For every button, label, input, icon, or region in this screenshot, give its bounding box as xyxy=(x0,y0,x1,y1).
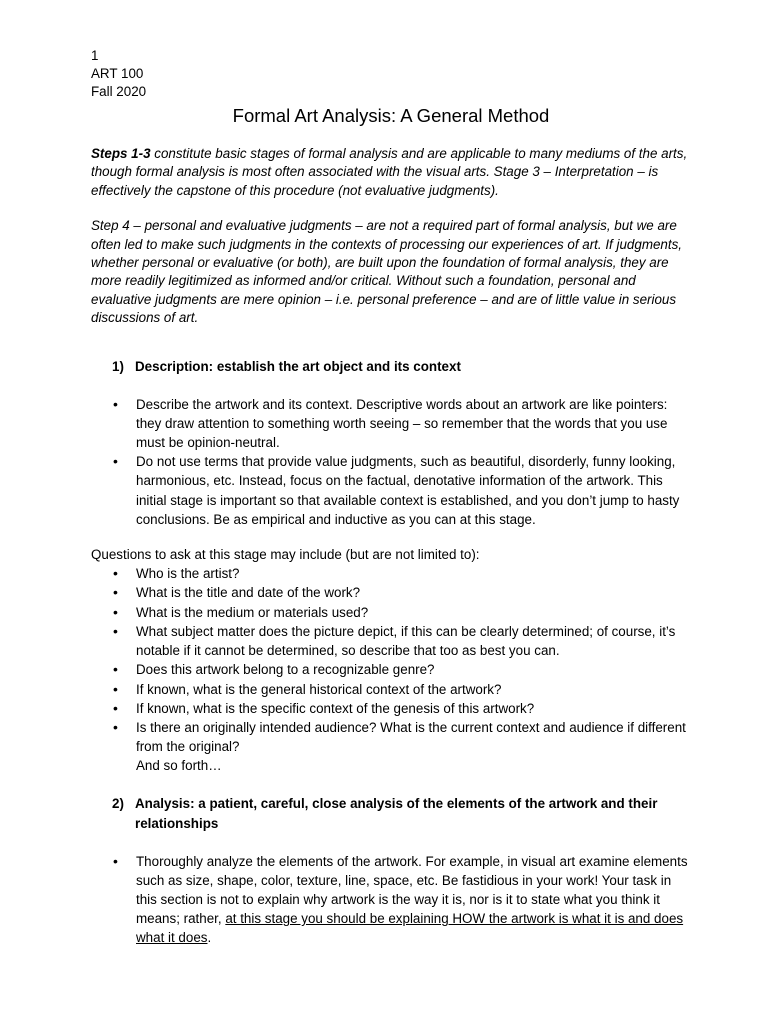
list-item xyxy=(91,852,691,948)
section-2-bullets xyxy=(91,852,691,948)
list-item: • If known, what is the specific context of the genesis of this artwork? xyxy=(91,699,691,718)
intro-paragraph-1 xyxy=(91,145,691,200)
list-item: • What is the title and date of the work? xyxy=(91,583,691,602)
section-2-bullet-text: Thoroughly analyze the elements of the artwork. For example, in visual art examine elements such as size, shape, color, texture, line, space, etc. Be fastidious in your work! Your task in this section is not to explain why artwork is the way it is, nor is it to state what you think it means; rather, xyxy=(136,853,688,927)
section-2-bullet-underlined: at this stage you should be explaining HOW the artwork is what it is and does what it does xyxy=(136,911,684,946)
section-2-heading xyxy=(91,794,691,834)
intro-p1-text: constitute basic stages of formal analysis and are applicable to many mediums of the arts, though formal analysis is most often associated with the visual arts. Stage 3 – Interpretation – is effectively the capstone of this procedure (not evaluative judgments). xyxy=(91,146,688,198)
section-2-number: 2) xyxy=(112,795,124,811)
section-2-rest: : a patient, careful, close analysis of the elements of the artwork and their relationships xyxy=(135,795,658,831)
list-item: • What is the medium or materials used? xyxy=(91,603,691,622)
intro-paragraph-2: Step 4 – personal and evaluative judgments – are not a required part of formal analysis, but we are often led to make such judgments in the contexts of processing our experiences of art. If judgments, whether personal or evaluative (or both), are built upon the foundation of formal analysis, they are more readily legitimized as informed and/or critical. Without such a foundation, personal and evaluative judgments are mere opinion – i.e. personal preference – and are of little value in serious discussions of art. xyxy=(91,218,682,326)
list-item: • Is there an originally intended audience? What is the current context and audience if different from the original? xyxy=(91,718,691,756)
intro-steps-bold: Steps 1-3 xyxy=(91,146,151,161)
section-2-bullet-end: . xyxy=(207,930,212,946)
section-1-bullets xyxy=(91,395,691,529)
course-label: ART 100 xyxy=(91,66,144,81)
list-item: • Describe the artwork and its context. Descriptive words about an artwork are like pointers: they draw attention to something worth seeing – so remember that the words that you use must be opinion-neutral. xyxy=(91,395,691,453)
list-item: • Do not use terms that provide value judgments, such as beautiful, disorderly, funny looking, harmonious, etc. Instead, focus on the factual, denotative information of the artwork. This initial stage is important so that available context is established, and you don’t jump to hasty conclusions. Be as empirical and inductive as you can at this stage. xyxy=(91,452,691,529)
list-item: • What subject matter does the picture depict, if this can be clearly determined; of course, it’s notable if it cannot be determined, so describe that too as best you can. xyxy=(91,622,691,660)
list-item: • Who is the artist? xyxy=(91,564,691,583)
section-1-heading xyxy=(91,357,691,377)
questions-intro: Questions to ask at this stage may include (but are not limited to): xyxy=(91,547,480,563)
page-number: 1 xyxy=(91,48,99,63)
document-title: Formal Art Analysis: A General Method xyxy=(232,105,550,126)
section-1-rest: : establish the art object and its context xyxy=(208,358,461,374)
document-page xyxy=(91,47,691,948)
section-1-number: 1) xyxy=(112,358,124,374)
questions-list xyxy=(91,564,691,756)
term-label: Fall 2020 xyxy=(91,84,147,99)
section-1-lead: Description xyxy=(135,358,209,374)
list-item: • Does this artwork belong to a recognizable genre? xyxy=(91,660,691,679)
questions-closing: And so forth… xyxy=(136,758,222,774)
section-2-lead: Analysis xyxy=(135,795,191,811)
list-item: • If known, what is the general historical context of the artwork? xyxy=(91,680,691,699)
